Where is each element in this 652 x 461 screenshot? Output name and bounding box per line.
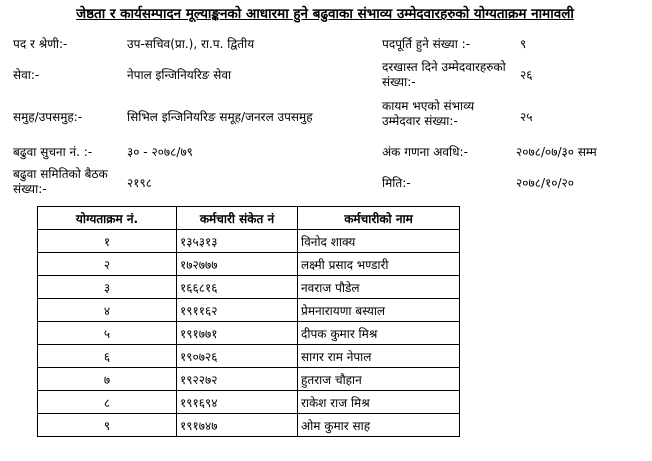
employee-name-cell: लक्ष्मी प्रसाद भण्डारी xyxy=(298,253,460,276)
employee-name-cell: हुतराज चौहान xyxy=(298,368,460,391)
table-row xyxy=(38,368,460,391)
table-header-row xyxy=(38,207,460,230)
employee-name-cell: दीपक कुमार मिश्र xyxy=(298,322,460,345)
rank-header: योग्यताक्रम नं. xyxy=(38,207,177,230)
eligible-candidates-label: कायम भएको संभाव्य उम्मेदवार संख्या:- xyxy=(382,99,475,128)
service-label: सेवा:- xyxy=(13,68,40,82)
applicants-count-label: दरखास्त दिने उम्मेदवारहरुको संख्या:- xyxy=(382,60,506,89)
table-row xyxy=(38,391,460,414)
rank-cell: ८ xyxy=(38,391,177,414)
table-row xyxy=(38,345,460,368)
post-grade-value: उप-सचिव(प्रा.), रा.प. द्वितीय xyxy=(127,37,255,51)
rank-cell: ७ xyxy=(38,368,177,391)
eligible-candidates-value: २५ xyxy=(520,110,533,124)
group-subgroup-value: सिभिल इन्जिनियरिङ समूह/जनरल उपसमुह xyxy=(127,110,313,124)
rank-cell: ६ xyxy=(38,345,177,368)
employee-name-cell: ओम कुमार साह xyxy=(298,414,460,437)
rank-cell: ९ xyxy=(38,414,177,437)
employee-code-cell: १९१६९४ xyxy=(177,391,298,414)
employee-code-cell: १९१७४७ xyxy=(177,414,298,437)
table-row xyxy=(38,276,460,299)
employee-name-cell: राकेश राज मिश्र xyxy=(298,391,460,414)
rank-cell: १ xyxy=(38,230,177,253)
table-row xyxy=(38,414,460,437)
table-row xyxy=(38,299,460,322)
table-row xyxy=(38,253,460,276)
date-value: २०७८/१०/२० xyxy=(516,176,575,190)
table-row xyxy=(38,230,460,253)
promotion-notice-value: ३० - २०७८/७९ xyxy=(127,145,193,159)
table-row xyxy=(38,322,460,345)
employee-code-cell: १९१७७१ xyxy=(177,322,298,345)
employee-code-cell: १७२७७७ xyxy=(177,253,298,276)
employee-code-cell: १९११६२ xyxy=(177,299,298,322)
rank-cell: ५ xyxy=(38,322,177,345)
employee-name-cell: प्रेमनारायणा बस्याल xyxy=(298,299,460,322)
merit-list-table xyxy=(37,206,460,437)
committee-meeting-label: बढुवा समितिको बैठक संख्या:- xyxy=(13,167,108,196)
posts-to-fill-value: ९ xyxy=(520,37,527,51)
rank-cell: ३ xyxy=(38,276,177,299)
page-title: जेष्ठता र कार्यसम्पादन मूल्याङ्कनको आधारमा हुने बढुवाका संभाव्य उम्मेदवारहरुको योग्यताक्रम नामावली xyxy=(76,6,574,22)
employee-name-cell: विनोद शाक्य xyxy=(298,230,460,253)
employee-name-header: कर्मचारीको नाम xyxy=(298,207,460,230)
score-period-value: २०७८/०७/३० सम्म xyxy=(516,145,597,159)
employee-name-cell: नवराज पौडेल xyxy=(298,276,460,299)
rank-cell: २ xyxy=(38,253,177,276)
group-subgroup-label: समुह/उपसमुह:- xyxy=(13,110,83,124)
employee-code-cell: १९२२७२ xyxy=(177,368,298,391)
score-period-label: अंक गणना अवधि:- xyxy=(382,145,468,159)
applicants-count-value: २६ xyxy=(520,68,533,82)
employee-code-header: कर्मचारी संकेत नं xyxy=(177,207,298,230)
employee-code-cell: १३५३१३ xyxy=(177,230,298,253)
service-value: नेपाल इन्जिनियरिङ सेवा xyxy=(127,68,232,82)
employee-code-cell: १६६८१६ xyxy=(177,276,298,299)
employee-name-cell: सागर राम नेपाल xyxy=(298,345,460,368)
rank-cell: ४ xyxy=(38,299,177,322)
date-label: मिति:- xyxy=(382,176,411,190)
employee-code-cell: १९०७२६ xyxy=(177,345,298,368)
promotion-notice-label: बढुवा सुचना नं. :- xyxy=(13,145,93,159)
posts-to-fill-label: पदपूर्ति हुने संख्या :- xyxy=(382,37,471,51)
committee-meeting-value: २१९८ xyxy=(127,176,152,190)
post-grade-label: पद र श्रेणी:- xyxy=(13,37,68,51)
